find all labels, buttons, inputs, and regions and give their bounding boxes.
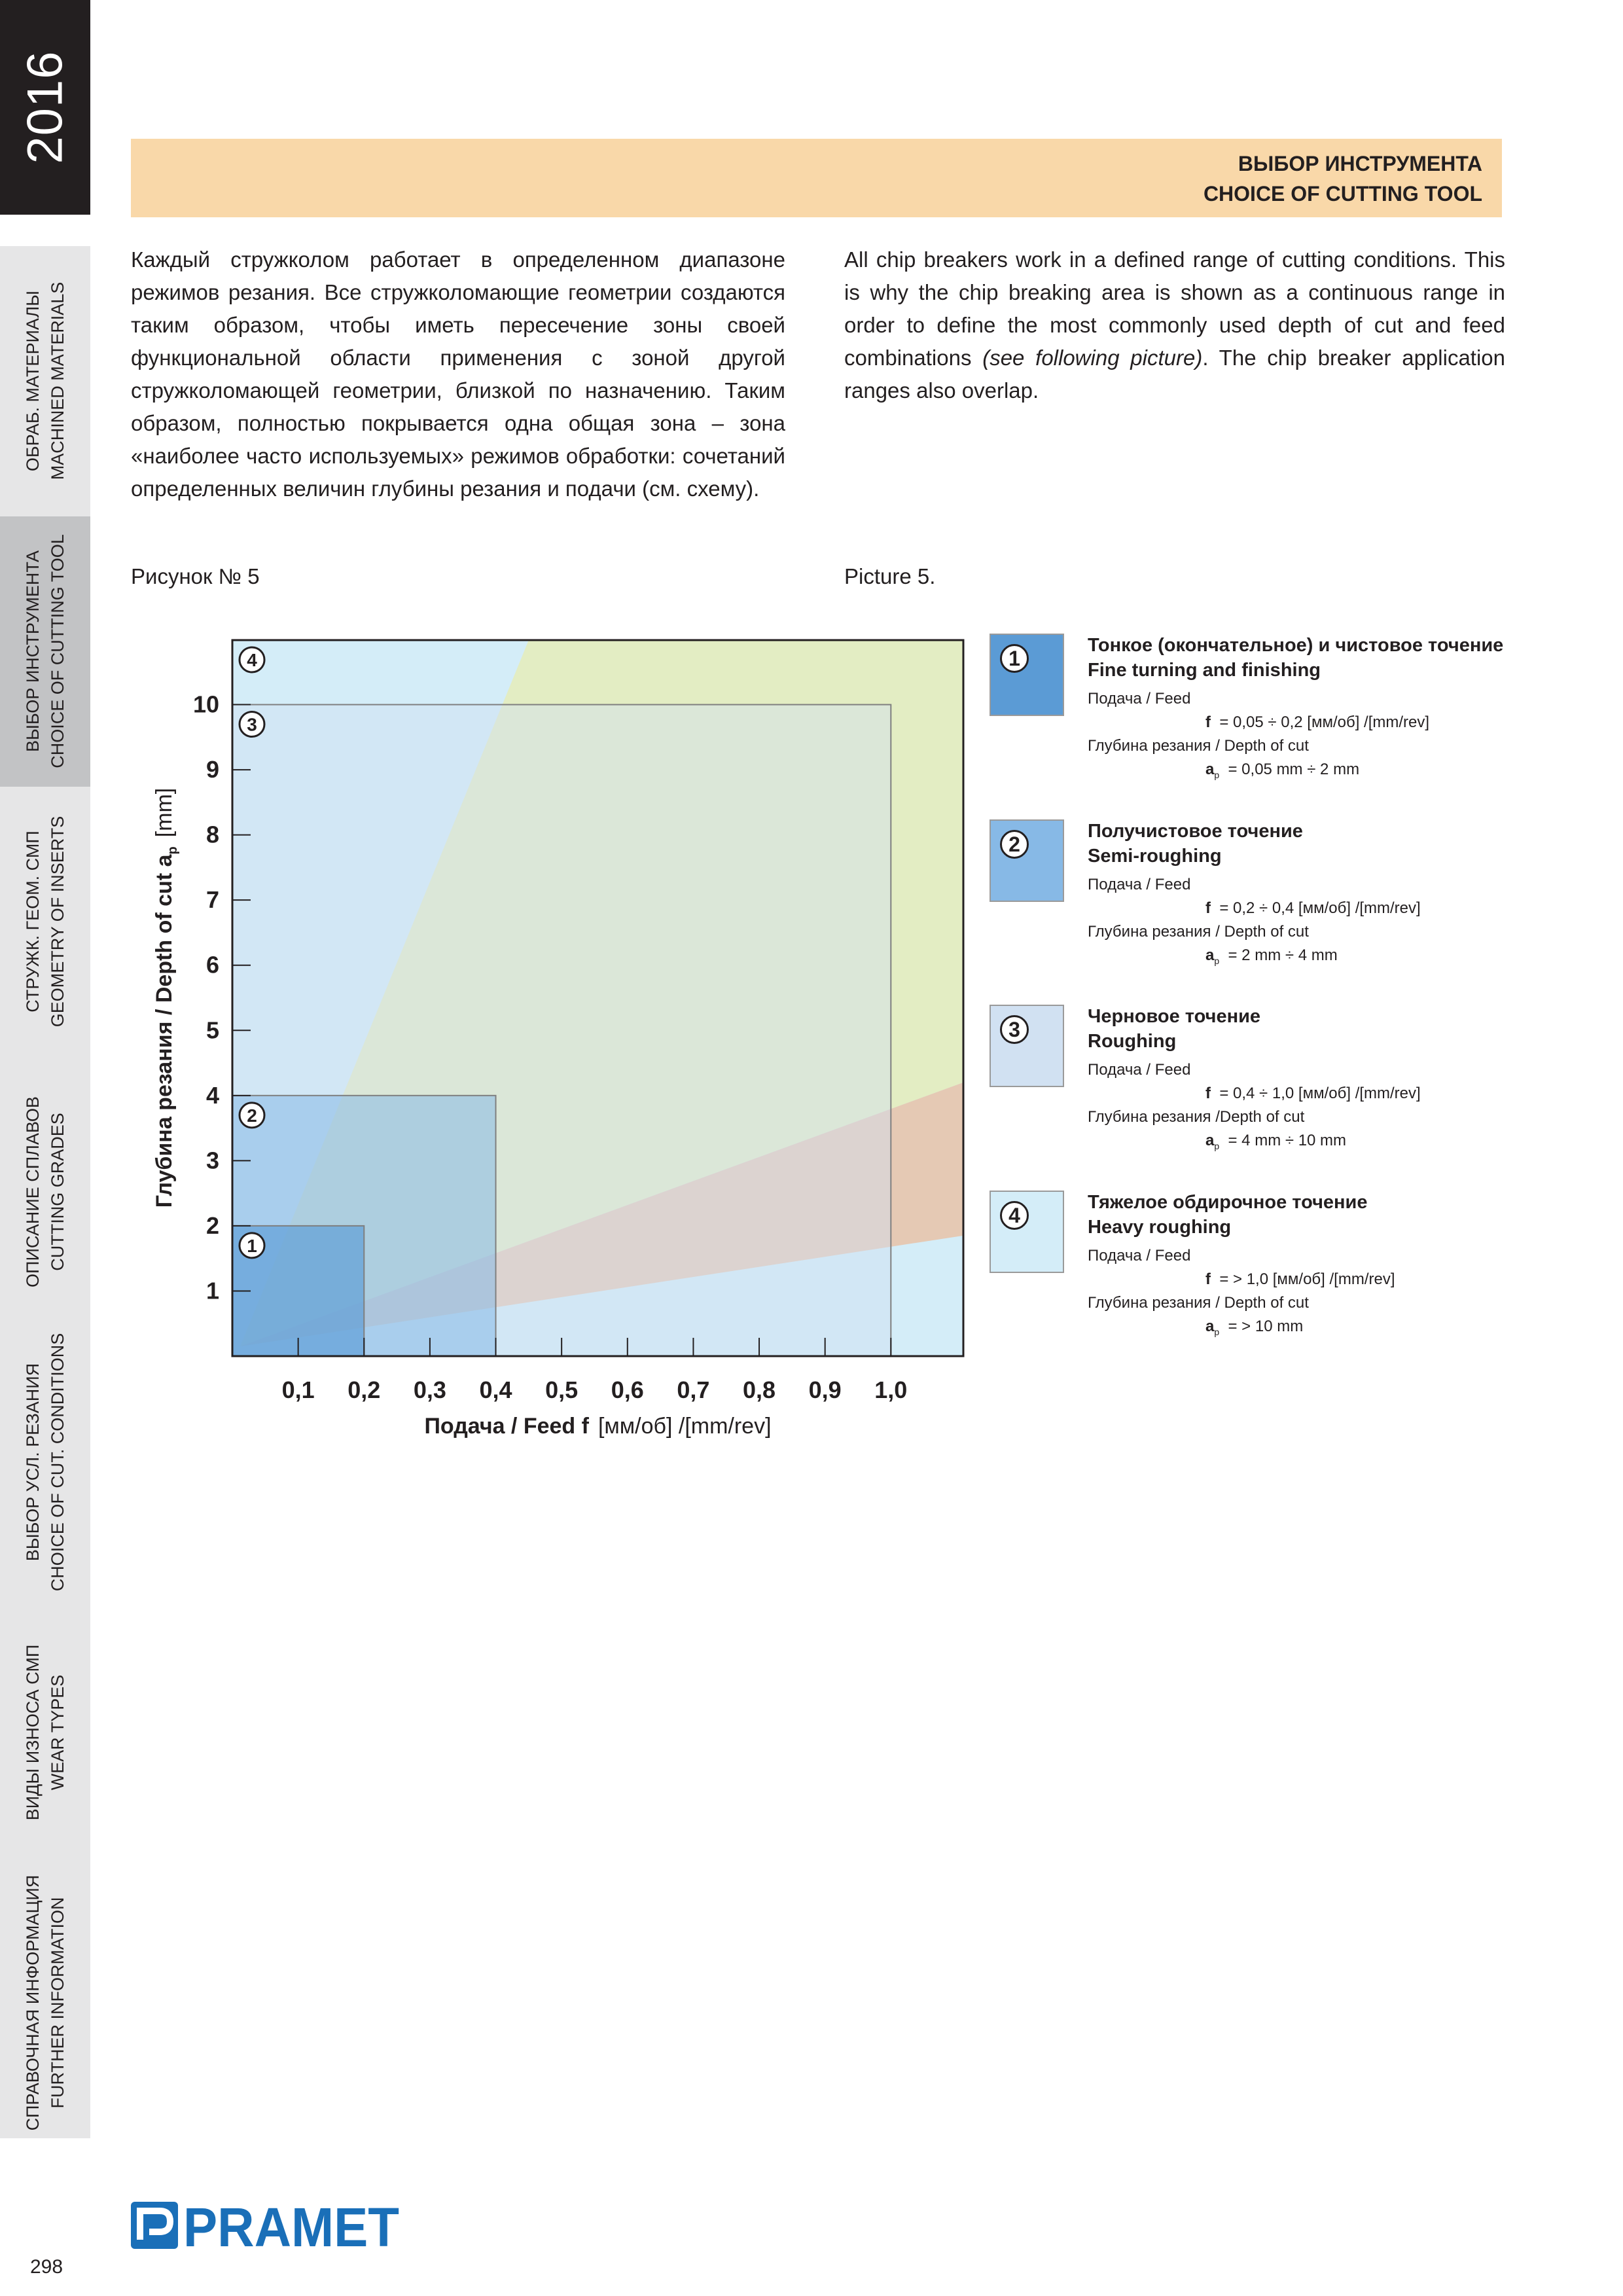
legend-feed-label: Подача / Feed — [1088, 876, 1191, 893]
sidebar-tab-label-en: MACHINED MATERIALS — [48, 281, 67, 480]
sidebar-tab-4[interactable] — [0, 1057, 90, 1327]
legend-title-ru: Тяжелое обдирочное точение — [1088, 1192, 1368, 1213]
chip-breaker-range-chart — [131, 622, 988, 1473]
legend-item — [990, 1005, 1513, 1201]
intro-paragraph-en — [844, 243, 1505, 407]
range-4-badge-label: 4 — [247, 650, 257, 670]
y-axis-label-subscript: p — [166, 846, 180, 855]
para-en-italic: (see following picture) — [982, 346, 1203, 370]
legend-title-en: Semi-roughing — [1088, 846, 1222, 867]
legend-depth-symbol: a — [1205, 1318, 1215, 1335]
legend-feed-value — [1205, 713, 1429, 732]
legend-depth-subscript: p — [1214, 1326, 1220, 1337]
sidebar-tab-label — [20, 1096, 70, 1287]
legend-depth-range: = 4 mm ÷ 10 mm — [1228, 1132, 1347, 1149]
x-tick-label: 0,7 — [677, 1376, 710, 1403]
y-axis-label — [152, 788, 180, 1208]
sidebar-tab-3[interactable] — [0, 787, 90, 1057]
para-en-main: All chip breakers work in a defined range of cutting conditions. This is why the chip breaking area is shown as a continuous range in order to define the most commonly used depth of cut and feed combinations — [844, 247, 1505, 370]
sidebar-tab-label — [20, 1645, 70, 1821]
sidebar-tab-6[interactable] — [0, 1598, 90, 1868]
x-tick-label: 0,1 — [281, 1376, 315, 1403]
sidebar-tab-label-ru: СТРУЖК. ГЕОМ. СМП — [23, 831, 43, 1013]
x-tick-label: 0,4 — [479, 1376, 512, 1403]
sidebar-tab-label-ru: ОБРАБ. МАТЕРИАЛЫ — [23, 290, 43, 472]
legend-feed-label: Подача / Feed — [1088, 1061, 1191, 1079]
legend-depth-range: = 0,05 mm ÷ 2 mm — [1228, 761, 1360, 778]
legend-swatch — [990, 819, 1064, 902]
legend-number-badge: 4 — [1000, 1201, 1029, 1230]
y-tick-label: 2 — [205, 1211, 219, 1239]
range-3-badge-label: 3 — [247, 714, 257, 735]
y-tick-label: 10 — [192, 691, 219, 718]
sidebar-tab-label-en: WEAR TYPES — [48, 1674, 67, 1791]
legend-feed-range: = 0,4 ÷ 1,0 [мм/об] /[mm/rev] — [1219, 1085, 1421, 1102]
y-tick-label: 5 — [205, 1016, 219, 1044]
sidebar-tab-label-ru: СПРАВОЧНАЯ ИНФОРМАЦИЯ — [23, 1874, 43, 2131]
sidebar-tab-label-ru: ВЫБОР ИНСТРУМЕНТА — [23, 550, 43, 753]
legend-number-badge: 2 — [1000, 830, 1029, 859]
legend-depth-label: Глубина резания / Depth of cut — [1088, 1294, 1309, 1312]
header-title-en: CHOICE OF CUTTING TOOL — [1203, 182, 1482, 206]
year-label: 2016 — [17, 50, 73, 164]
x-axis-label — [424, 1414, 771, 1439]
x-tick-label: 0,6 — [611, 1376, 644, 1403]
y-tick-label: 7 — [205, 886, 219, 914]
y-tick-label: 9 — [205, 756, 219, 783]
legend-depth-value — [1205, 1132, 1346, 1151]
legend-feed-symbol: f — [1205, 899, 1211, 917]
sidebar-tab-label-en: CUTTING GRADES — [48, 1113, 67, 1271]
legend-depth-range: = 2 mm ÷ 4 mm — [1228, 946, 1338, 964]
sidebar-tab-7[interactable] — [0, 1868, 90, 2138]
sidebar-tab-label — [20, 534, 70, 768]
x-tick-label: 0,5 — [545, 1376, 579, 1403]
sidebar-tab-label — [20, 1333, 70, 1592]
y-tick-label: 3 — [205, 1147, 219, 1174]
legend-feed-value — [1205, 1270, 1395, 1289]
legend-feed-value — [1205, 1085, 1421, 1103]
x-axis-label-bold: Подача / Feed f — [424, 1414, 589, 1439]
figure-caption-en: Picture 5. — [844, 564, 936, 588]
legend-title-en: Heavy roughing — [1088, 1217, 1232, 1238]
sidebar-tab-1[interactable] — [0, 246, 90, 516]
section-sidebar — [0, 0, 90, 2179]
y-tick-label: 8 — [205, 821, 219, 848]
legend-item — [990, 634, 1513, 830]
x-tick-label: 1,0 — [874, 1376, 908, 1403]
legend-number-badge: 1 — [1000, 644, 1029, 673]
legend-depth-subscript: p — [1214, 955, 1220, 966]
legend-depth-value — [1205, 761, 1359, 780]
sidebar-tab-2[interactable] — [0, 516, 90, 787]
legend-feed-range: = 0,05 ÷ 0,2 [мм/об] /[mm/rev] — [1219, 713, 1430, 731]
legend-item — [990, 819, 1513, 1016]
legend-feed-label: Подача / Feed — [1088, 690, 1191, 708]
sidebar-tab-label — [20, 282, 70, 480]
sidebar-tab-label — [20, 1875, 70, 2131]
sidebar-tab-label — [20, 816, 70, 1028]
legend-depth-symbol: a — [1205, 1132, 1215, 1149]
y-tick-label: 1 — [205, 1277, 219, 1304]
legend-feed-symbol: f — [1205, 1085, 1211, 1102]
legend-depth-subscript: p — [1214, 769, 1220, 780]
x-axis-label-unit: [мм/об] /[mm/rev] — [597, 1414, 772, 1439]
legend-item — [990, 1191, 1513, 1387]
sidebar-tab-label-en: GEOMETRY OF INSERTS — [48, 816, 67, 1028]
y-tick-label: 6 — [205, 951, 219, 978]
sidebar-tab-label-en: CHOICE OF CUT. CONDITIONS — [48, 1333, 67, 1592]
page-number: 298 — [30, 2256, 63, 2278]
x-tick-label: 0,2 — [348, 1376, 381, 1403]
legend-feed-symbol: f — [1205, 713, 1211, 731]
sidebar-tab-label-en: FURTHER INFORMATION — [48, 1897, 67, 2109]
header-title-ru: ВЫБОР ИНСТРУМЕНТА — [1238, 152, 1482, 175]
legend-feed-value — [1205, 899, 1421, 918]
legend-depth-label: Глубина резания / Depth of cut — [1088, 923, 1309, 941]
figure-caption-ru: Рисунок № 5 — [131, 564, 260, 588]
legend-feed-range: = > 1,0 [мм/об] /[mm/rev] — [1219, 1270, 1395, 1288]
y-tick-label: 4 — [205, 1081, 219, 1109]
legend-number-badge: 3 — [1000, 1015, 1029, 1044]
legend-title-en: Roughing — [1088, 1031, 1177, 1052]
x-tick-label: 0,9 — [808, 1376, 842, 1403]
intro-paragraph-ru: Каждый стружколом работает в определенном диапазоне режимов резания. Все стружколомающие геометрии создаются таким образом, чтобы иметь пересечение зоны своей функциональной области применения с зоной другой стружколомающей геометрии, близкой по назначению. Таким образом, полностью покрывается одна общая зона – зона «наиболее часто используемых» режимов обработки: сочетаний определенных величин глубины резания и подачи (см. схему). — [131, 247, 785, 501]
sidebar-tab-label-ru: ВЫБОР УСЛ. РЕЗАНИЯ — [23, 1363, 43, 1562]
legend-title-en: Fine turning and finishing — [1088, 660, 1321, 681]
legend-title-ru: Получистовое точение — [1088, 821, 1303, 842]
legend-title-ru: Черновое точение — [1088, 1006, 1261, 1027]
y-axis-label-unit: [mm] — [152, 787, 177, 838]
pramet-logo-text: PRAMET — [183, 2199, 399, 2251]
range-2-badge-label: 2 — [247, 1105, 257, 1126]
year-block — [0, 0, 90, 215]
para-en-end: . The chip breaker application ranges also overlap. — [844, 346, 1506, 403]
x-tick-label: 0,8 — [743, 1376, 776, 1403]
x-tick-label: 0,3 — [413, 1376, 446, 1403]
sidebar-tab-5[interactable] — [0, 1327, 90, 1598]
pramet-logo — [131, 2199, 406, 2251]
legend-feed-symbol: f — [1205, 1270, 1211, 1288]
legend-swatch — [990, 634, 1064, 716]
legend-feed-label: Подача / Feed — [1088, 1247, 1191, 1265]
legend-swatch — [990, 1191, 1064, 1273]
legend-title-ru: Тонкое (окончательное) и чистовое точение — [1088, 635, 1504, 656]
legend-depth-value — [1205, 1318, 1303, 1337]
legend-depth-label: Глубина резания /Depth of cut — [1088, 1108, 1305, 1126]
y-axis-label-bold: Глубина резания / Depth of cut a — [152, 854, 177, 1208]
legend-depth-subscript: p — [1214, 1140, 1220, 1151]
legend-depth-symbol: a — [1205, 946, 1215, 964]
legend-depth-range: = > 10 mm — [1228, 1318, 1304, 1335]
sidebar-tab-label-en: CHOICE OF CUTTING TOOL — [48, 534, 67, 768]
section-header — [131, 139, 1502, 217]
legend-depth-label: Глубина резания / Depth of cut — [1088, 737, 1309, 755]
legend-depth-value — [1205, 946, 1338, 966]
legend-swatch — [990, 1005, 1064, 1087]
legend-depth-symbol: a — [1205, 761, 1215, 778]
sidebar-tab-label-ru: ОПИСАНИЕ СПЛАВОВ — [23, 1096, 43, 1287]
range-1-badge-label: 1 — [247, 1235, 257, 1256]
legend-feed-range: = 0,2 ÷ 0,4 [мм/об] /[mm/rev] — [1219, 899, 1421, 917]
pramet-logo-mark — [131, 2202, 178, 2249]
sidebar-tab-label-ru: ВИДЫ ИЗНОСА СМП — [23, 1644, 43, 1821]
